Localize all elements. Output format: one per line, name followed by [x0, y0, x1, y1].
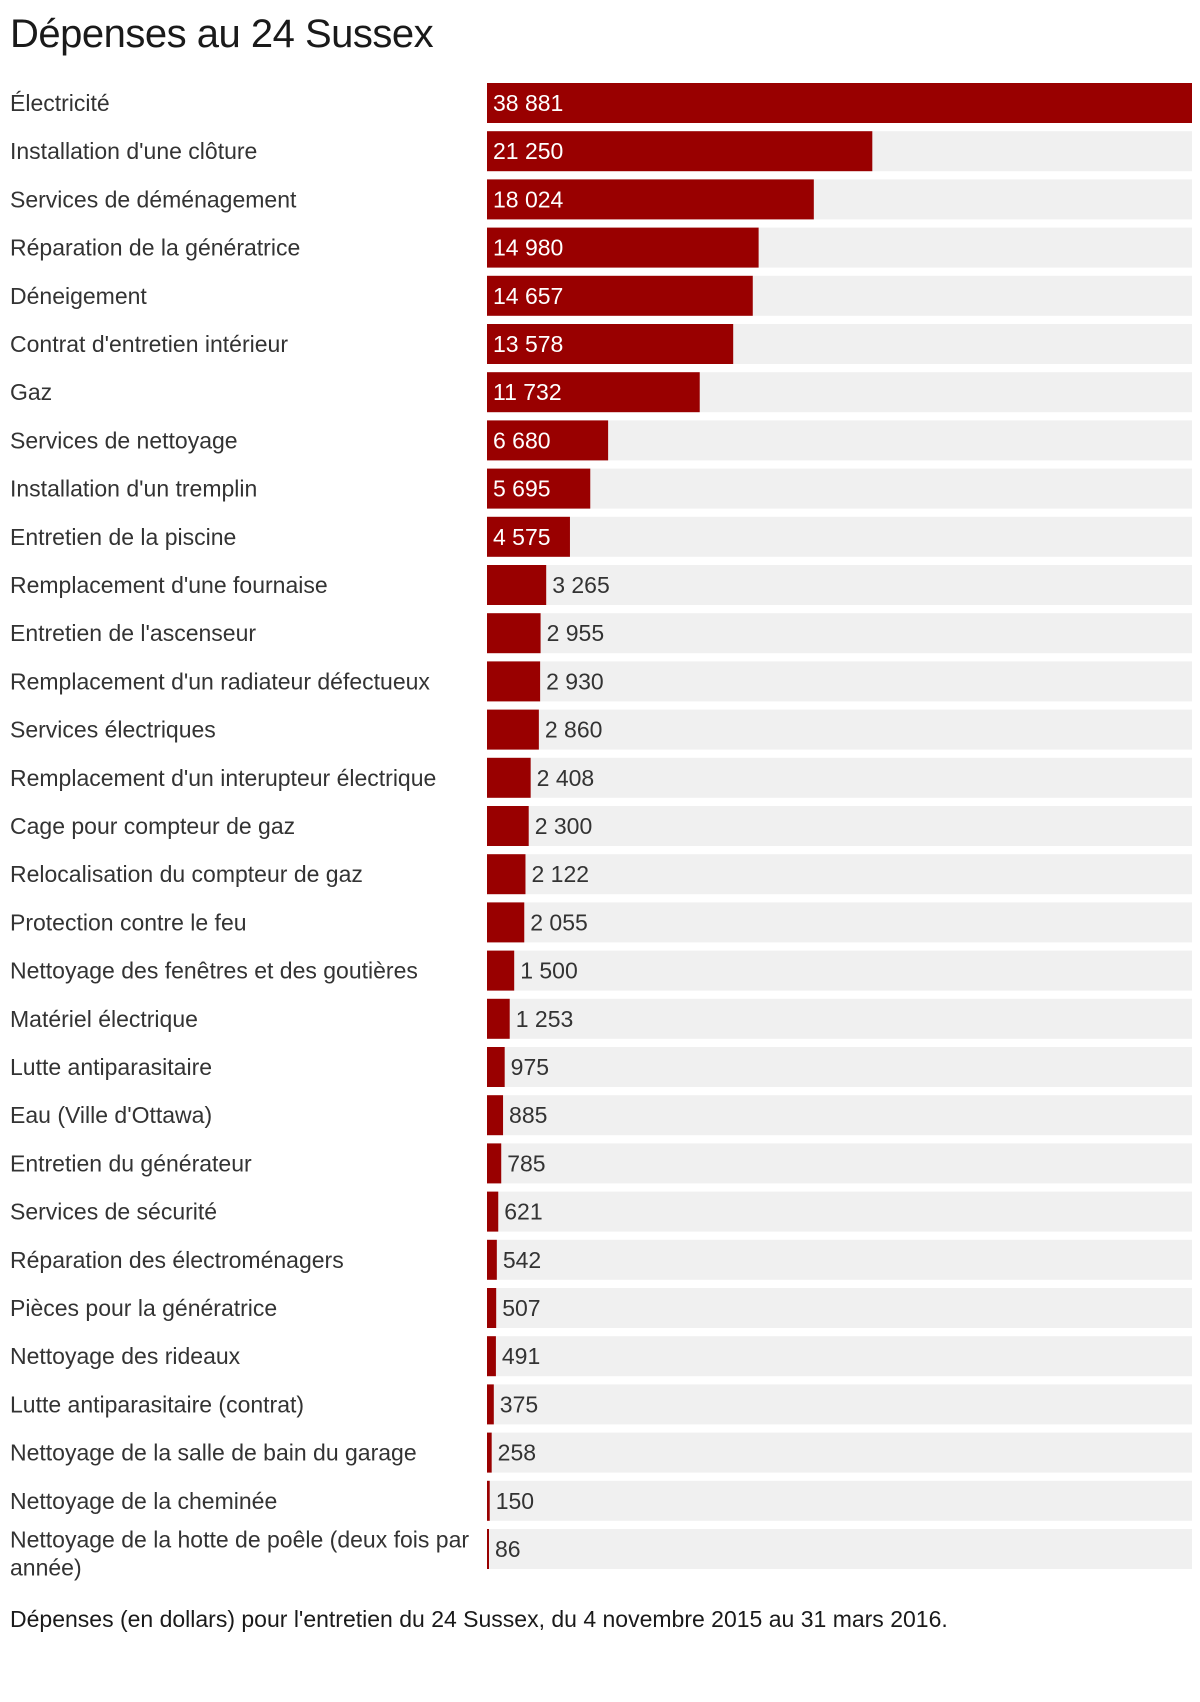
- category-label: Nettoyage de la hotte de poêle (deux fois par année): [10, 1526, 470, 1581]
- chart-note: Dépenses (en dollars) pour l'entretien du 24 Sussex, du 4 novembre 2015 au 31 mars 2016.: [10, 1606, 948, 1632]
- bar: [487, 951, 514, 991]
- category-label: Services électriques: [10, 716, 216, 743]
- bar: [487, 1240, 497, 1280]
- bar-track: [487, 1433, 1192, 1473]
- bar-track: [487, 1384, 1192, 1424]
- bar: [487, 613, 541, 653]
- value-label: 785: [507, 1150, 546, 1177]
- bar-track: [487, 806, 1192, 846]
- category-label: Services de sécurité: [10, 1198, 218, 1225]
- category-label: Entretien de la piscine: [10, 523, 237, 550]
- category-label: Matériel électrique: [10, 1005, 198, 1032]
- value-label: 38 881: [493, 90, 564, 116]
- category-label: Eau (Ville d'Ottawa): [10, 1102, 213, 1129]
- value-label: 6 680: [493, 427, 551, 454]
- bar-track: [487, 1047, 1192, 1087]
- bar-track: [487, 854, 1192, 894]
- value-label: 5 695: [493, 475, 551, 502]
- value-label: 18 024: [493, 186, 564, 213]
- value-label: 86: [495, 1536, 521, 1562]
- bar: [487, 1095, 503, 1135]
- bar-track: [487, 1529, 1192, 1569]
- category-label: Nettoyage de la cheminée: [10, 1487, 278, 1514]
- bar: [487, 999, 510, 1039]
- category-label: Entretien du générateur: [10, 1150, 252, 1177]
- bar-track: [487, 1240, 1192, 1280]
- value-label: 4 575: [493, 523, 551, 550]
- value-label: 3 265: [552, 572, 610, 598]
- value-label: 150: [495, 1487, 535, 1514]
- value-label: 13 578: [493, 331, 564, 357]
- bar: [487, 1433, 492, 1473]
- value-label: 21 250: [493, 138, 564, 165]
- bar-track: [487, 1481, 1192, 1521]
- value-label: 2 408: [536, 764, 595, 791]
- category-label: Cage pour compteur de gaz: [10, 813, 296, 839]
- category-label: Remplacement d'une fournaise: [10, 572, 328, 598]
- category-label: Services de nettoyage: [10, 427, 238, 454]
- bar: [487, 1481, 490, 1521]
- value-label: 1 500: [520, 957, 578, 984]
- category-label: Relocalisation du compteur de gaz: [10, 861, 363, 888]
- category-label: Entretien de l'ascenseur: [10, 620, 257, 647]
- bar-track: [487, 517, 1192, 557]
- category-label: Lutte antiparasitaire (contrat): [10, 1391, 305, 1418]
- category-label: Électricité: [10, 90, 110, 116]
- bar-track: [487, 1143, 1192, 1183]
- value-label: 2 930: [546, 668, 604, 695]
- value-label: 14 980: [493, 234, 564, 261]
- value-label: 975: [510, 1054, 550, 1080]
- bar: [487, 854, 525, 894]
- bar: [487, 1384, 494, 1424]
- category-label: Nettoyage de la salle de bain du garage: [10, 1439, 417, 1466]
- value-label: 621: [504, 1198, 543, 1225]
- value-label: 2 055: [530, 909, 588, 936]
- bar-track: [487, 902, 1192, 942]
- bar: [487, 1047, 505, 1087]
- value-label: 11 732: [493, 379, 562, 406]
- bar-track: [487, 1336, 1192, 1376]
- bar: [487, 902, 524, 942]
- category-label: Contrat d'entretien intérieur: [10, 331, 288, 357]
- category-label: Protection contre le feu: [10, 909, 247, 936]
- category-label: Installation d'un tremplin: [10, 475, 258, 502]
- value-label: 542: [502, 1246, 542, 1273]
- category-label: Nettoyage des fenêtres et des goutières: [10, 957, 418, 984]
- bar: [487, 1529, 489, 1569]
- bar-track: [487, 1288, 1192, 1328]
- bar-track: [487, 1192, 1192, 1232]
- value-label: 2 122: [531, 861, 590, 888]
- bar-track: [487, 999, 1192, 1039]
- category-label: Services de déménagement: [10, 186, 297, 213]
- category-label: Réparation des électroménagers: [10, 1246, 344, 1273]
- category-label: Remplacement d'un radiateur défectueux: [10, 668, 430, 695]
- bar: [487, 1336, 496, 1376]
- value-label: 2 860: [544, 716, 603, 743]
- category-label: Nettoyage des rideaux: [10, 1343, 241, 1370]
- category-label: Réparation de la génératrice: [10, 234, 301, 261]
- bar-track: [487, 951, 1192, 991]
- value-label: 885: [509, 1102, 548, 1129]
- bar: [487, 1192, 498, 1232]
- value-label: 1 253: [515, 1005, 574, 1032]
- bar: [487, 1143, 501, 1183]
- bar: [487, 83, 1192, 123]
- value-label: 258: [497, 1439, 537, 1466]
- category-label: Pièces pour la génératrice: [10, 1295, 278, 1321]
- bar: [487, 806, 529, 846]
- value-label: 14 657: [493, 282, 564, 309]
- bar-track: [487, 469, 1192, 509]
- value-label: 491: [501, 1343, 541, 1370]
- bar: [487, 1288, 496, 1328]
- category-label: Déneigement: [10, 282, 147, 309]
- category-label: Lutte antiparasitaire: [10, 1054, 213, 1080]
- bar: [487, 758, 531, 798]
- value-label: 375: [499, 1391, 539, 1418]
- chart-title: Dépenses au 24 Sussex: [10, 12, 434, 56]
- value-label: 2 300: [534, 813, 593, 839]
- category-label: Remplacement d'un interupteur électrique: [10, 764, 437, 791]
- bar: [487, 565, 546, 605]
- category-label: Installation d'une clôture: [10, 138, 258, 165]
- category-label: Gaz: [10, 379, 53, 406]
- bar: [487, 661, 540, 701]
- bar-track: [487, 1095, 1192, 1135]
- value-label: 507: [502, 1295, 541, 1321]
- value-label: 2 955: [546, 620, 605, 647]
- bar: [487, 710, 539, 750]
